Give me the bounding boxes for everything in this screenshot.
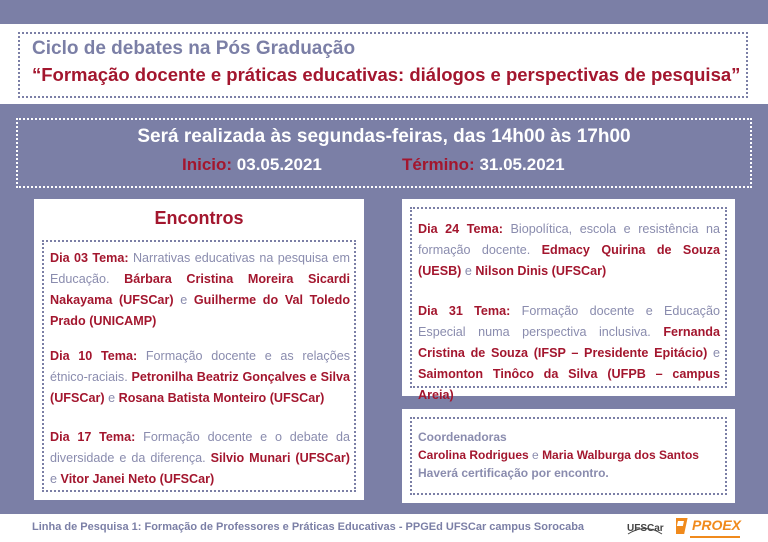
item-speakers-2: Vitor Janei Neto (UFSCar) (60, 472, 215, 486)
item-tema-label: Tema: (99, 430, 136, 444)
item-speakers: Fernanda Cristina de Souza (IFSP – Presidente Epitácio) (418, 325, 720, 360)
item-day: Dia 31 (418, 304, 463, 318)
coordenadoras-block (418, 428, 723, 482)
item-tema: Biopolítica, escola e resistência na formação docente. (418, 222, 721, 257)
item-joiner: e (108, 391, 116, 405)
item-day: Dia 17 (50, 430, 92, 444)
item-speakers: Bárbara Cristina Moreira Sicardi Nakayama (UFSCar) (50, 272, 350, 307)
item-speakers: Petronilha Beatriz Gonçalves e Silva (UFSCar) (50, 370, 351, 405)
encontros-title: Encontros (154, 208, 244, 228)
item-joiner: e (50, 472, 58, 486)
end-label: Término: (402, 155, 475, 174)
coordenadoras-joiner: e (532, 448, 539, 462)
coordenadora-2: Maria Walburga dos Santos (542, 448, 699, 462)
item-tema-label: Tema: (92, 251, 129, 265)
item-tema-label: Tema: (466, 222, 503, 236)
item-day: Dia 10 (50, 349, 93, 363)
coordenadora-1: Carolina Rodrigues (418, 448, 529, 462)
start-date (182, 155, 322, 175)
item-speakers-2: Nilson Dinis (UFSCar) (475, 264, 607, 278)
item-tema-label: Tema: (100, 349, 138, 363)
proex-logo-text: PROEX (692, 517, 742, 533)
encontro-item-24 (418, 219, 720, 282)
item-speakers: Silvio Munari (UFSCar) (210, 451, 350, 465)
item-tema: Formação docente e o debate da diversidade e da diferença. (50, 430, 351, 465)
start-label: Inicio: (182, 155, 233, 174)
footer-text: Linha de Pesquisa 1: Formação de Professores e Práticas Educativas - PPGEd UFSCar campus Sorocaba (32, 521, 585, 533)
item-tema: Formação docente e as relações étnico-raciais. (50, 349, 350, 384)
encontro-item-31 (418, 301, 720, 406)
ufscar-logo-text: UFSCar (627, 523, 664, 534)
item-day: Dia 24 (418, 222, 460, 236)
item-tema: Narrativas educativas na pesquisa em Educação. (50, 251, 351, 286)
start-value: 03.05.2021 (236, 155, 322, 174)
encontro-item-17 (50, 427, 350, 490)
item-speakers: Edmacy Quirina de Souza (UESB) (418, 243, 721, 278)
item-joiner: e (180, 293, 188, 307)
end-value: 31.05.2021 (479, 155, 565, 174)
item-day: Dia 03 (50, 251, 88, 265)
item-tema: Formação docente e Educação Especial numa perspectiva inclusiva. (418, 304, 720, 339)
encontro-item-03 (50, 248, 350, 332)
item-speakers-2: Saimonton Tinôco da Silva (UFPB – campus Areia) (418, 367, 720, 402)
item-speakers-2: Rosana Batista Monteiro (UFSCar) (118, 391, 325, 405)
event-title: Ciclo de debates na Pós Graduação (32, 38, 356, 59)
item-tema-label: Tema: (474, 304, 511, 318)
coordenadoras-label: Coordenadoras (418, 430, 507, 444)
certification-note: Haverá certificação por encontro. (418, 466, 609, 480)
end-date (402, 155, 565, 175)
encontro-item-10 (50, 346, 350, 409)
item-joiner: e (464, 264, 472, 278)
schedule-text: Será realizada às segundas-feiras, das 14h00 às 17h00 (137, 126, 631, 147)
top-band (0, 0, 768, 24)
item-speakers-2: Guilherme do Val Toledo Prado (UNICAMP) (50, 293, 351, 328)
ufscar-logo (626, 517, 664, 537)
event-subtitle: “Formação docente e práticas educativas: diálogos e perspectivas de pesquisa” (32, 64, 741, 85)
item-joiner: e (713, 346, 721, 360)
